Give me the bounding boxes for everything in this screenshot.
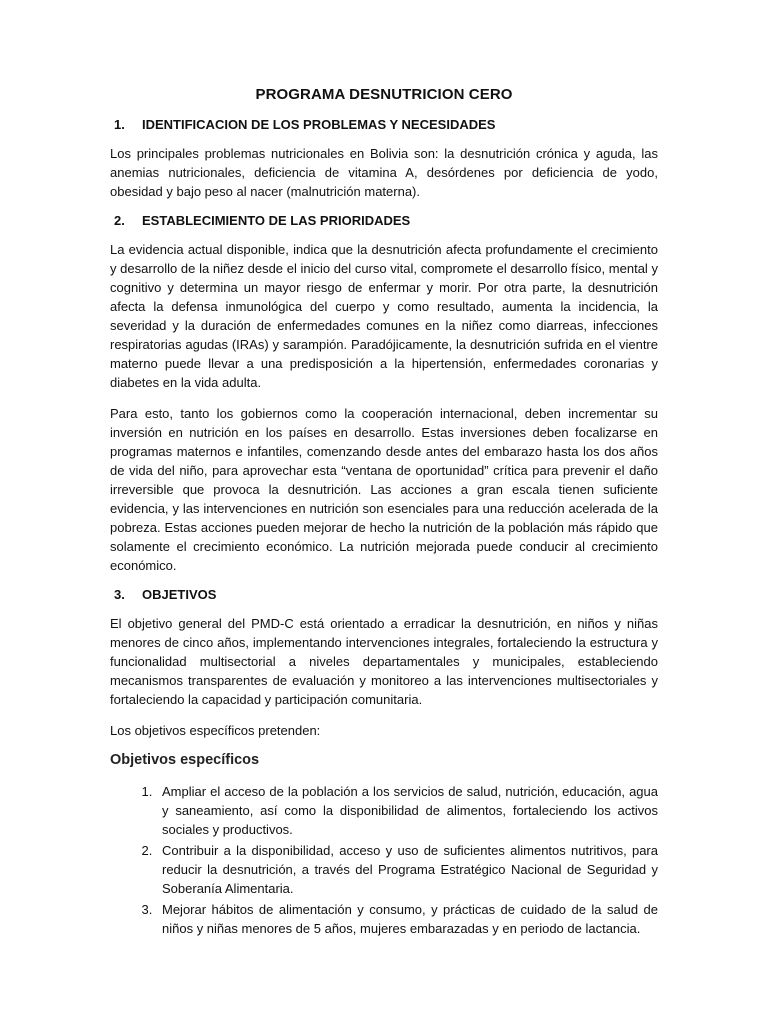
section-heading-1 <box>110 117 658 132</box>
paragraph: La evidencia actual disponible, indica que la desnutrición afecta profundamente el crecimiento y desarrollo de la niñez desde el inicio del curso vital, compromete el desarrollo físico, mental y cognitivo y determina un mayor riesgo de enfermar y morir. Por otra parte, la desnutrición afecta la defensa inmunológica del cuerpo y como resultado, aumenta la incidencia, la severidad y la duración de enfermedades comunes en la niñez como diarreas, infecciones respiratorias agudas (IRAs) y sarampión. Paradójicamente, la desnutrición sufrida en el vientre materno puede llevar a una predisposición a la hipertensión, enfermedades coronarias y diabetes en la vida adulta. <box>110 242 658 390</box>
section-heading-3 <box>110 587 658 602</box>
section-heading-text: ESTABLECIMIENTO DE LAS PRIORIDADES <box>142 213 411 228</box>
section-heading-text: OBJETIVOS <box>142 587 217 602</box>
section-number: 3. <box>114 587 125 602</box>
section-heading-2 <box>110 213 658 228</box>
specific-objectives-heading: Objetivos específicos <box>110 752 260 768</box>
section-number: 1. <box>114 117 125 132</box>
list-item: 2. Contribuir a la disponibilidad, acceso y uso de suficientes alimentos nutritivos, para reducir la desnutrición, a través del Programa Estratégico Nacional de Seguridad y Soberanía Alimentaria. <box>156 841 658 898</box>
paragraph: Para esto, tanto los gobiernos como la cooperación internacional, deben incrementar su inversión en nutrición en los países en desarrollo. Estas inversiones deben focalizarse en programas maternos e infantiles, comenzando desde antes del embarazo hasta los dos años de vida del niño, para aprovechar esta “ventana de oportunidad” crítica para prevenir el daño irreversible que provoca la desnutrición. Las acciones a gran escala tienen suficiente evidencia, y las intervenciones en nutrición son esenciales para una reducción acelerada de la pobreza. Estas acciones pueden mejorar de hecho la nutrición de la población más rápido que solamente el crecimiento económico. La nutrición mejorada puede conducir al crecimiento económico. <box>110 406 658 573</box>
list-item: 1. Ampliar el acceso de la población a los servicios de salud, nutrición, educación, agua y saneamiento, así como la disponibilidad de alimentos, fortaleciendo los activos sociales y productivos. <box>156 782 658 839</box>
list-item: 3. Mejorar hábitos de alimentación y consumo, y prácticas de cuidado de la salud de niños y niñas menores de 5 años, mujeres embarazadas y en periodo de lactancia. <box>156 900 658 938</box>
section-number: 2. <box>114 213 125 228</box>
paragraph: Los objetivos específicos pretenden: <box>110 723 321 738</box>
paragraph: El objetivo general del PMD-C está orientado a erradicar la desnutrición, en niños y niñas menores de cinco años, implementando intervenciones integrales, fortaleciendo la estructura y funcionalidad multisectorial a niveles departamentales y municipales, estableciendo mecanismos transparentes de evaluación y monitoreo a las intervenciones multisectoriales y fortaleciendo la capacidad y participación comunitaria. <box>110 616 658 707</box>
paragraph: Los principales problemas nutricionales en Bolivia son: la desnutrición crónica y aguda, las anemias nutricionales, deficiencia de vitamina A, desórdenes por deficiencia de yodo, obesidad y bajo peso al nacer (malnutrición materna). <box>110 146 658 199</box>
section-heading-text: IDENTIFICACION DE LOS PROBLEMAS Y NECESIDADES <box>142 117 496 132</box>
specific-objectives-list <box>110 782 658 938</box>
document-title: PROGRAMA DESNUTRICION CERO <box>255 86 513 103</box>
